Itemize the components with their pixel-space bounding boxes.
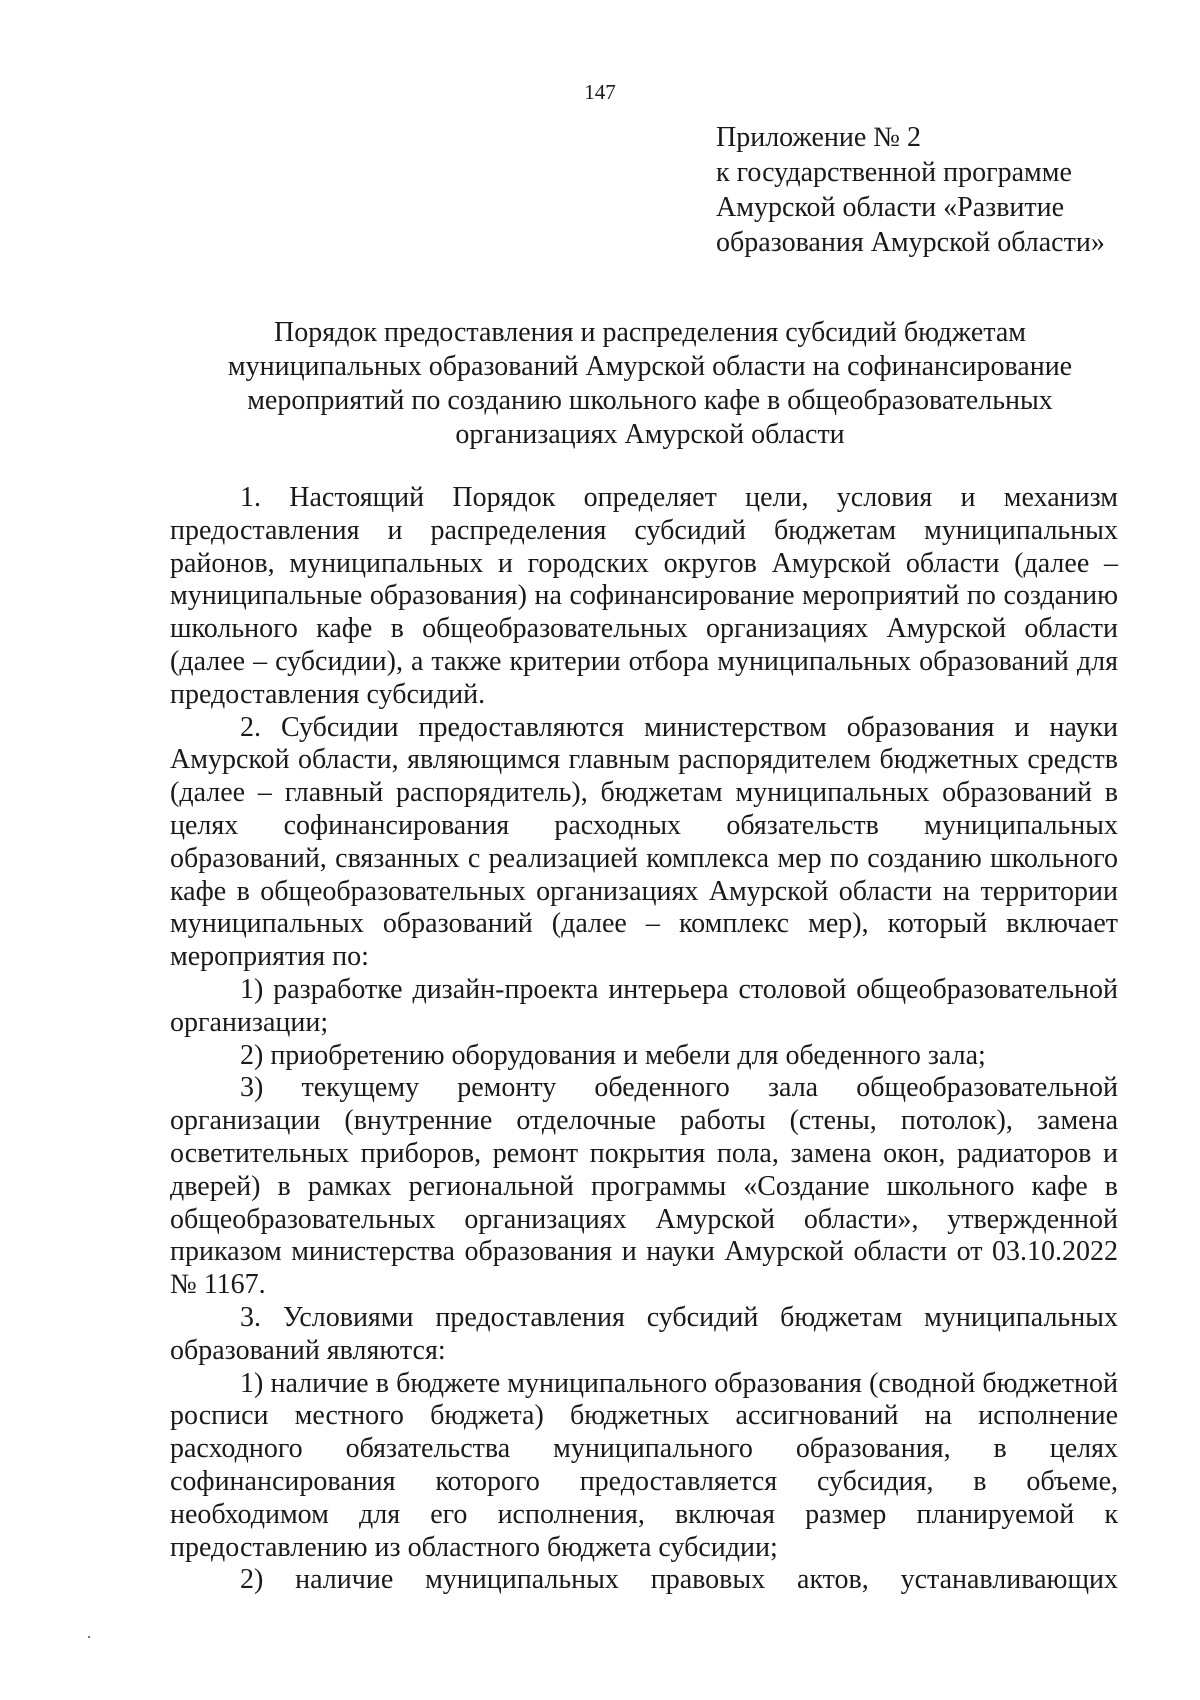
list-item-2: 2) приобретению оборудования и мебели для обеденного зала; <box>240 1039 986 1071</box>
document-title <box>150 316 1150 452</box>
appendix-header <box>716 120 1176 260</box>
condition-item-1: 1) наличие в бюджете муниципального образования (сводной бюджетной росписи местного бюджета) бюджетных ассигнований на исполнение расходного обязательства муниципального образования, в целях софинансирования которого предоставляется субсидия, в объеме, необходимом для его исполнения, включая размер планируемой к предоставлению из областного бюджета субсидии; <box>170 1367 1118 1563</box>
paragraph-1: 1. Настоящий Порядок определяет цели, условия и механизм предоставления и распределения субсидий бюджетам муниципальных районов, муниципальных и городских округов Амурской области (далее – муниципальные образования) на софинансирование мероприятий по созданию школьного кафе в общеобразовательных организациях Амурской области (далее – субсидии), а также критерии отбора муниципальных образований для предоставления субсидий. <box>170 482 1118 710</box>
appendix-line: к государственной программе <box>716 157 1072 188</box>
paragraph-2: 2. Субсидии предоставляются министерством образования и науки Амурской области, являющимся главным распорядителем бюджетных средств (далее – главный распорядитель), бюджетам муниципальных образований в целях софинансирования расходных обязательств муниципальных образований, связанных с реализацией комплекса мер по созданию школьного кафе в общеобразовательных организациях Амурской области на территории муниципальных образований (далее – комплекс мер), который включает мероприятия по: <box>170 711 1118 973</box>
condition-item-2: 2) наличие муниципальных правовых актов, устанавливающих <box>240 1564 1118 1596</box>
appendix-line: Амурской области «Развитие <box>716 192 1065 223</box>
document-body <box>170 482 1118 1597</box>
list-item-3: 3) текущему ремонту обеденного зала общеобразовательной организации (внутренние отделочные работы (стены, потолок), замена осветительных приборов, ремонт покрытия пола, замена окон, радиаторов и дверей) в рамках региональной программы «Создание школьного кафе в общеобразовательных организациях Амурской области», утвержденной приказом министерства образования и науки Амурской области от 03.10.2022 № 1167. <box>170 1072 1118 1301</box>
appendix-line: образования Амурской области» <box>716 227 1105 258</box>
title-line: Порядок предоставления и распределения субсидий бюджетам <box>274 317 1026 348</box>
title-line: муниципальных образований Амурской области на софинансирование <box>227 351 1073 382</box>
list-item-1: 1) разработке дизайн-проекта интерьера столовой общеобразовательной организации; <box>170 973 1118 1038</box>
title-line: мероприятий по созданию школьного кафе в общеобразовательных <box>247 385 1053 416</box>
appendix-line: Приложение № 2 <box>716 122 921 153</box>
page-number: 147 <box>584 80 616 104</box>
title-line: организациях Амурской области <box>455 419 845 450</box>
paragraph-3: 3. Условиями предоставления субсидий бюджетам муниципальных образований являются: <box>170 1301 1118 1366</box>
scan-speck <box>88 1636 90 1638</box>
